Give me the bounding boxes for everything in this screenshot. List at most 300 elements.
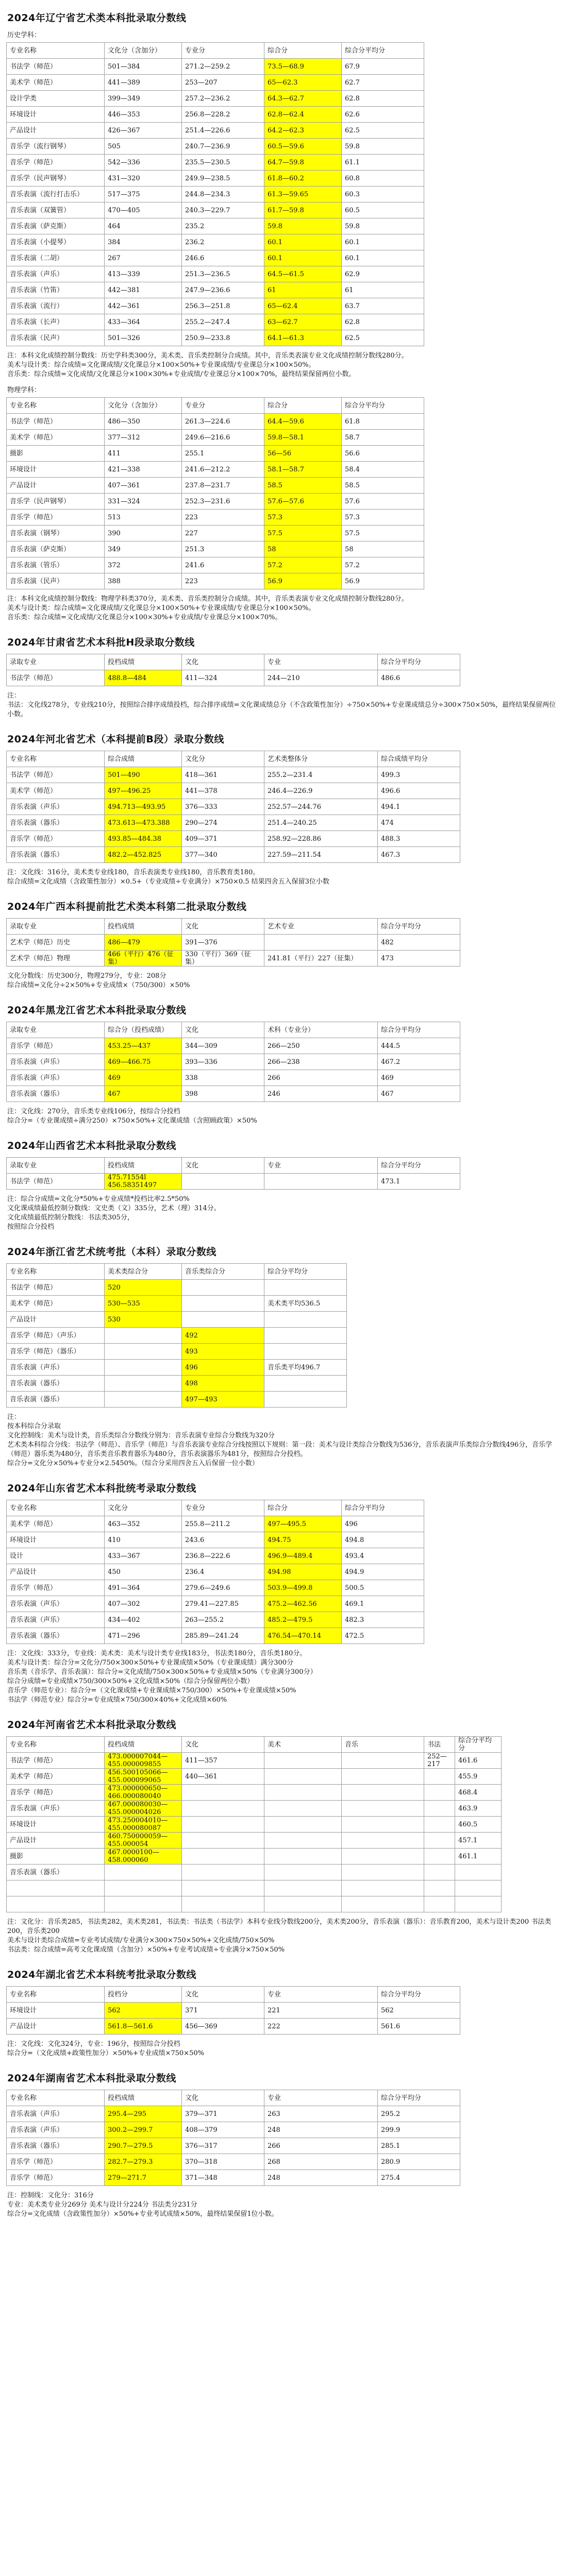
table-cell: 音乐学（师范） bbox=[7, 2170, 105, 2186]
table-cell bbox=[182, 1880, 264, 1896]
table-cell bbox=[424, 1849, 455, 1865]
table-cell: 494.98 bbox=[264, 1564, 342, 1580]
column-header: 综合分平均分 bbox=[342, 1500, 424, 1516]
table-row bbox=[7, 462, 424, 478]
table-row bbox=[7, 1785, 502, 1801]
table-header-row bbox=[7, 1500, 424, 1516]
table-cell: 467.2 bbox=[378, 1054, 460, 1070]
table-cell: 493.4 bbox=[342, 1548, 424, 1564]
table-cell: 450 bbox=[105, 1564, 182, 1580]
table-cell: 音乐表演（器乐） bbox=[7, 1392, 105, 1408]
table-row bbox=[7, 202, 424, 218]
table-cell: 257.2—236.2 bbox=[182, 91, 264, 107]
table-notes: 注：本科文化成绩控制分数线：历史学科类300分，美术类、音乐类控制分合成绩。其中，音乐类表演专业文化成绩控制分数线280分。 美术与设计类：综合成绩=文化课成绩/文化课总分×100×50%+专业课成绩/专业课总分×100×50%。 音乐类：综合成绩=文化成绩/文化课总分×100×30%+专业成绩/专业课总分×100×70%，最终结果保留两位小数。 bbox=[7, 352, 408, 378]
table-cell: 486—350 bbox=[105, 414, 182, 430]
table-row bbox=[7, 314, 424, 330]
table-cell bbox=[182, 1817, 264, 1833]
table-cell: 496 bbox=[342, 1516, 424, 1532]
table-cell: 62.6 bbox=[342, 107, 424, 123]
table-cell: 书法学（师范） bbox=[7, 1174, 105, 1190]
column-header: 综合成绩平均分 bbox=[378, 751, 460, 767]
table-cell: 407—361 bbox=[105, 478, 182, 494]
section-shandong bbox=[6, 1481, 561, 1705]
column-header: 文化 bbox=[182, 1987, 264, 2003]
table-cell: 艺术学（师范）物理 bbox=[7, 951, 105, 967]
table-cell: 411—324 bbox=[182, 670, 264, 686]
table-row bbox=[7, 298, 424, 314]
table-cell: 377—340 bbox=[182, 847, 264, 863]
table-cell: 267 bbox=[105, 250, 182, 266]
table-cell: 255.1 bbox=[182, 446, 264, 462]
table-header-row bbox=[7, 751, 460, 767]
table-cell: 音乐表演（竹笛） bbox=[7, 282, 105, 298]
table-cell: 236.8—222.6 bbox=[182, 1548, 264, 1564]
table-notes: 注：文化线：270分，音乐类专业线106分，按综合分投档 综合分=（专业课成绩÷满分250）×750×50%+文化课成绩（含照顾政策）×50% bbox=[7, 1108, 257, 1125]
table-cell: 469 bbox=[105, 1070, 182, 1086]
table-cell: 223 bbox=[182, 573, 264, 589]
table-cell: 音乐学（民声钢琴） bbox=[7, 494, 105, 510]
table-cell bbox=[342, 1896, 424, 1912]
subject-label: 物理学科： bbox=[7, 386, 41, 394]
table-row bbox=[7, 831, 460, 847]
table-cell bbox=[342, 1865, 424, 1880]
table-cell: 467.0000100—458.000060 bbox=[105, 1849, 182, 1865]
table-cell: 音乐表演（流行） bbox=[7, 298, 105, 314]
table-cell: 469 bbox=[378, 1070, 460, 1086]
table-cell: 音乐表演（声乐） bbox=[7, 266, 105, 282]
table-cell: 485.2—479.5 bbox=[264, 1612, 342, 1628]
table-cell: 音乐表演（民声） bbox=[7, 573, 105, 589]
table-cell: 467.3 bbox=[378, 847, 460, 863]
table-row bbox=[7, 1312, 347, 1328]
table-cell: 371—348 bbox=[182, 2170, 264, 2186]
table-cell: 音乐表演（声乐） bbox=[7, 2122, 105, 2138]
table-cell: 57.3 bbox=[264, 510, 342, 526]
table-cell bbox=[455, 1865, 502, 1880]
section-title: 2024年广西本科提前批艺术类本科第二批录取分数线 bbox=[7, 901, 247, 912]
table-cell: 236.4 bbox=[182, 1564, 264, 1580]
table-cell: 58.1—58.7 bbox=[264, 462, 342, 478]
column-header: 综合分（投档成绩） bbox=[105, 1022, 182, 1038]
table-cell: 379—371 bbox=[182, 2106, 264, 2122]
table-cell bbox=[264, 1880, 342, 1896]
table-row bbox=[7, 446, 424, 462]
table-cell: 摄影 bbox=[7, 1849, 105, 1865]
table-cell: 253—207 bbox=[182, 75, 264, 91]
table-cell: 475.71554l 456.58351497 bbox=[105, 1174, 182, 1190]
table-cell: 58.5 bbox=[342, 478, 424, 494]
table-cell: 441—389 bbox=[105, 75, 182, 91]
table-row bbox=[7, 1296, 347, 1312]
table-row bbox=[7, 670, 460, 686]
table-cell bbox=[105, 1360, 182, 1376]
table-cell bbox=[264, 1753, 342, 1769]
table-cell: 249.6—216.6 bbox=[182, 430, 264, 446]
table-row bbox=[7, 2138, 460, 2154]
column-header: 专业名称 bbox=[7, 1500, 105, 1516]
table-cell bbox=[342, 1801, 424, 1817]
table-cell: 设计学类 bbox=[7, 91, 105, 107]
table-cell bbox=[264, 1865, 342, 1880]
table-notes: 注： 书法：文化线278分，专业线210分，按照综合排序成绩投档，综合排序成绩=文化课成绩总分（不含政策性加分）÷750×50%+专业课成绩总分÷300×750×50%，最终结果保留两位小数。 bbox=[7, 692, 556, 718]
column-header: 专业名称 bbox=[7, 751, 105, 767]
table-cell: 环境设计 bbox=[7, 462, 105, 478]
table-cell: 美术类平均536.5 bbox=[264, 1296, 347, 1312]
column-header: 专业 bbox=[264, 1158, 378, 1174]
table-cell bbox=[342, 1785, 424, 1801]
table-cell: 环境设计 bbox=[7, 1817, 105, 1833]
table-cell: 61.7—59.8 bbox=[264, 202, 342, 218]
table-cell: 65—62.3 bbox=[264, 75, 342, 91]
table-cell: 57.5 bbox=[264, 526, 342, 541]
table-cell: 64.5—61.5 bbox=[264, 266, 342, 282]
table-cell: 音乐学（师范） bbox=[7, 155, 105, 171]
table-cell bbox=[182, 1849, 264, 1865]
table-cell: 252.57—244.76 bbox=[264, 799, 378, 815]
table-cell: 音乐学（师范） bbox=[7, 2154, 105, 2170]
table-notes: 注：文化分：音乐类285，书法类282，美术类281，书法类：书法类（书法学）本科专业线分数线200分，美术类200分，音乐表演（器乐）：音乐教育200，美术与设计类200 书法类200，音乐类200 美术与设计类综合成绩=专业考试成绩/专业满分×300×750×50%+文化成绩/750×50% 书法类：综合成绩=高考文化课成绩（含加分）×50%+专业考试成绩÷专业满分×750×50% bbox=[7, 1918, 552, 1954]
table-cell: 441—378 bbox=[182, 783, 264, 799]
table-cell: 产品设计 bbox=[7, 1833, 105, 1849]
table-cell: 音乐表演（声乐） bbox=[7, 1070, 105, 1086]
table-cell: 61.8—60.2 bbox=[264, 171, 342, 187]
section-title: 2024年河北省艺术（本科提前B段）录取分数线 bbox=[7, 734, 224, 745]
table-cell: 67.9 bbox=[342, 59, 424, 75]
table-cell: 音乐表演（声乐） bbox=[7, 2106, 105, 2122]
table-cell bbox=[264, 1833, 342, 1849]
table-cell: 426—367 bbox=[105, 123, 182, 139]
table-cell: 494.8 bbox=[342, 1532, 424, 1548]
column-header: 综合分平均分 bbox=[378, 2090, 460, 2106]
table-cell: 62.8—62.4 bbox=[264, 107, 342, 123]
table-row bbox=[7, 1801, 502, 1817]
table-row bbox=[7, 799, 460, 815]
table-cell: 474 bbox=[378, 815, 460, 831]
table-cell: 64.4—59.6 bbox=[264, 414, 342, 430]
section-heilongjiang bbox=[6, 1003, 561, 1126]
table-cell: 音乐表演（民声） bbox=[7, 330, 105, 346]
table-cell bbox=[182, 1833, 264, 1849]
table-header-row bbox=[7, 398, 424, 414]
column-header: 文化 bbox=[182, 654, 264, 670]
column-header: 综合分平均分 bbox=[342, 43, 424, 59]
table-cell: 56.9 bbox=[264, 573, 342, 589]
table-cell: 音乐表演（萨克斯） bbox=[7, 541, 105, 557]
column-header: 专业名称 bbox=[7, 43, 105, 59]
table-row bbox=[7, 107, 424, 123]
table-cell bbox=[424, 1833, 455, 1849]
table-cell: 482.2—452.825 bbox=[105, 847, 182, 863]
table-cell: 音乐学（师范） bbox=[7, 1038, 105, 1054]
column-header: 专业 bbox=[264, 654, 378, 670]
table-row bbox=[7, 123, 424, 139]
table-cell bbox=[424, 1880, 455, 1896]
table-cell: 263 bbox=[264, 2106, 378, 2122]
column-header: 音乐 bbox=[342, 1737, 424, 1753]
table-cell: 美术学（师范） bbox=[7, 783, 105, 799]
table-cell: 251.3 bbox=[182, 541, 264, 557]
column-header: 艺术类整体分 bbox=[264, 751, 378, 767]
score-table bbox=[6, 1157, 460, 1190]
column-header: 投档分 bbox=[105, 1987, 182, 2003]
table-row bbox=[7, 59, 424, 75]
table-notes: 注： 按本科综合分录取 文化控制线：美术与设计类，音乐类综合分数线分别为：音乐表演专业综合分数线为320分 艺术类本科综合分线：书法学（师范）、音乐学（师范）与音乐表演专业综合分线按照以下规则：第一段：美术与设计类综合分数线为536分，音乐表演声乐类综合分数线496分，音乐学（师范）器乐类为480分，音乐类音乐教育器乐为480分，音乐表演器乐为481分，按照综合分投档。 综合分=文化分×50%+专业分×2.5450%。（综合分采用四舍五入后保留一位小数） bbox=[7, 1413, 553, 1467]
table-cell: 255.8—211.2 bbox=[182, 1516, 264, 1532]
column-header: 综合分平均分 bbox=[342, 398, 424, 414]
table-cell bbox=[105, 1376, 182, 1392]
table-cell: 440—361 bbox=[182, 1769, 264, 1785]
table-cell: 61.3—59.65 bbox=[264, 187, 342, 202]
table-row bbox=[7, 234, 424, 250]
column-header: 文化 bbox=[182, 1737, 264, 1753]
table-cell: 57.3 bbox=[342, 510, 424, 526]
column-header: 专业分 bbox=[182, 1500, 264, 1516]
column-header: 艺术专业 bbox=[264, 919, 378, 935]
table-row bbox=[7, 2170, 460, 2186]
table-row bbox=[7, 1580, 424, 1596]
table-cell: 453.25—437 bbox=[105, 1038, 182, 1054]
table-cell bbox=[264, 1785, 342, 1801]
table-cell: 290—274 bbox=[182, 815, 264, 831]
table-cell: 书法学（师范） bbox=[7, 1280, 105, 1296]
table-cell: 471—296 bbox=[105, 1628, 182, 1644]
table-cell: 246 bbox=[264, 1086, 378, 1102]
table-cell: 音乐表演（钢琴） bbox=[7, 526, 105, 541]
table-cell: 530 bbox=[105, 1312, 182, 1328]
table-cell: 488.8—484 bbox=[105, 670, 182, 686]
table-cell: 413—339 bbox=[105, 266, 182, 282]
table-cell: 音乐表演（器乐） bbox=[7, 847, 105, 863]
table-cell: 60.1 bbox=[264, 234, 342, 250]
table-cell: 433—364 bbox=[105, 314, 182, 330]
section-henan bbox=[6, 1717, 561, 1955]
table-cell: 482.3 bbox=[342, 1612, 424, 1628]
table-cell: 音乐表演（声乐） bbox=[7, 1801, 105, 1817]
table-row bbox=[7, 1054, 460, 1070]
column-header: 投档成绩 bbox=[105, 654, 182, 670]
table-row bbox=[7, 1628, 424, 1644]
table-cell bbox=[342, 1833, 424, 1849]
table-cell: 390 bbox=[105, 526, 182, 541]
table-cell: 59.8 bbox=[264, 218, 342, 234]
table-row bbox=[7, 1896, 502, 1912]
table-cell: 407—302 bbox=[105, 1596, 182, 1612]
column-header: 音乐类综合分 bbox=[182, 1264, 264, 1280]
table-cell bbox=[182, 1896, 264, 1912]
table-cell: 美术学（师范） bbox=[7, 1516, 105, 1532]
table-cell bbox=[264, 1328, 347, 1344]
table-cell: 496 bbox=[182, 1360, 264, 1376]
table-cell: 63—62.7 bbox=[264, 314, 342, 330]
table-cell: 434—402 bbox=[105, 1612, 182, 1628]
table-cell bbox=[264, 1896, 342, 1912]
table-header-row bbox=[7, 2090, 460, 2106]
table-cell: 295.4—295 bbox=[105, 2106, 182, 2122]
column-header: 专业名称 bbox=[7, 1987, 105, 2003]
table-cell: 338 bbox=[182, 1070, 264, 1086]
score-table bbox=[6, 1500, 424, 1644]
table-cell: 环境设计 bbox=[7, 2003, 105, 2019]
table-cell: 482 bbox=[378, 935, 460, 951]
table-cell: 环境设计 bbox=[7, 1532, 105, 1548]
table-cell: 251.4—240.25 bbox=[264, 815, 378, 831]
table-cell: 250.9—233.8 bbox=[182, 330, 264, 346]
table-cell: 音乐表演（器乐） bbox=[7, 1865, 105, 1880]
table-cell bbox=[105, 1392, 182, 1408]
table-row bbox=[7, 494, 424, 510]
table-cell: 书法学（师范） bbox=[7, 1753, 105, 1769]
table-row bbox=[7, 1174, 460, 1190]
table-cell: 255.2—231.4 bbox=[264, 767, 378, 783]
table-row bbox=[7, 187, 424, 202]
table-cell: 442—381 bbox=[105, 282, 182, 298]
table-row bbox=[7, 815, 460, 831]
column-header: 专业分 bbox=[182, 43, 264, 59]
table-cell bbox=[182, 1865, 264, 1880]
table-cell bbox=[7, 1880, 105, 1896]
table-cell: 496.9—489.4 bbox=[264, 1548, 342, 1564]
section-hebei bbox=[6, 732, 561, 887]
table-cell: 290.7—279.5 bbox=[105, 2138, 182, 2154]
table-cell: 设计 bbox=[7, 1548, 105, 1564]
table-cell: 463.9 bbox=[455, 1801, 502, 1817]
table-notes: 文化分数线：历史300分，物理279分，专业：208分 综合成绩=文化分÷2×50%+专业成绩×（750/300）×50% bbox=[7, 972, 190, 989]
table-row bbox=[7, 1548, 424, 1564]
table-cell: 艺术学（师范）历史 bbox=[7, 935, 105, 951]
section-hunan bbox=[6, 2071, 561, 2219]
table-cell: 60.3 bbox=[342, 187, 424, 202]
table-cell: 57.2 bbox=[342, 557, 424, 573]
column-header: 专业 bbox=[264, 1987, 378, 2003]
column-header: 文化分 bbox=[105, 1500, 182, 1516]
table-cell: 248 bbox=[264, 2170, 378, 2186]
column-header: 综合分平均分 bbox=[378, 1158, 460, 1174]
table-row bbox=[7, 139, 424, 155]
table-notes: 注：综合分成绩=文化分*50%+专业成绩*投档比率2.5*50% 文化课成绩最低控制分数线：文史类（文）335分，艺术（理）314分。 文化成绩最低控制分数线：书法类305分， 按照综合分投档 bbox=[7, 1195, 221, 1231]
table-cell: 295.2 bbox=[378, 2106, 460, 2122]
table-row bbox=[7, 2019, 460, 2035]
table-cell: 461.1 bbox=[455, 1849, 502, 1865]
column-header: 录取专业 bbox=[7, 1158, 105, 1174]
table-cell: 222 bbox=[264, 2019, 378, 2035]
table-row bbox=[7, 1070, 460, 1086]
table-cell: 473.250004010—455.000080087 bbox=[105, 1817, 182, 1833]
table-row bbox=[7, 1880, 502, 1896]
table-cell bbox=[342, 1817, 424, 1833]
table-cell bbox=[264, 1312, 347, 1328]
table-row bbox=[7, 330, 424, 346]
table-cell: 285.89—241.24 bbox=[182, 1628, 264, 1644]
table-cell: 61.1 bbox=[342, 155, 424, 171]
table-cell: 494.75 bbox=[264, 1532, 342, 1548]
table-cell: 467 bbox=[105, 1086, 182, 1102]
table-cell bbox=[264, 1280, 347, 1296]
column-header: 文化分（含加分） bbox=[105, 398, 182, 414]
table-cell: 469—466.75 bbox=[105, 1054, 182, 1070]
table-cell: 音乐学（师范） bbox=[7, 1580, 105, 1596]
table-cell bbox=[342, 1769, 424, 1785]
column-header: 文化分（含加分） bbox=[105, 43, 182, 59]
table-row bbox=[7, 2154, 460, 2170]
table-cell: 60.8 bbox=[342, 171, 424, 187]
table-cell bbox=[105, 1344, 182, 1360]
table-cell: 500.5 bbox=[342, 1580, 424, 1596]
column-header: 文化 bbox=[182, 2090, 264, 2106]
column-header: 综合分 bbox=[264, 398, 342, 414]
table-cell: 251.4—226.6 bbox=[182, 123, 264, 139]
score-table bbox=[6, 1986, 460, 2035]
table-cell: 457.1 bbox=[455, 1833, 502, 1849]
table-cell: 377—312 bbox=[105, 430, 182, 446]
table-cell: 音乐表演（双簧管） bbox=[7, 202, 105, 218]
table-cell: 467.000080030—455.000004026 bbox=[105, 1801, 182, 1817]
table-cell: 501—384 bbox=[105, 59, 182, 75]
table-row bbox=[7, 75, 424, 91]
table-cell bbox=[264, 1376, 347, 1392]
table-cell: 64.1—61.3 bbox=[264, 330, 342, 346]
table-cell: 491—364 bbox=[105, 1580, 182, 1596]
table-cell: 美术学（师范） bbox=[7, 430, 105, 446]
table-row bbox=[7, 1344, 347, 1360]
table-cell: 505 bbox=[105, 139, 182, 155]
table-cell: 372 bbox=[105, 557, 182, 573]
table-cell: 431—320 bbox=[105, 171, 182, 187]
table-cell: 247.9—236.6 bbox=[182, 282, 264, 298]
table-cell: 494.713—493.95 bbox=[105, 799, 182, 815]
table-row bbox=[7, 1564, 424, 1580]
table-cell: 59.8—58.1 bbox=[264, 430, 342, 446]
score-table bbox=[6, 751, 460, 863]
column-header: 术科（专业分） bbox=[264, 1022, 378, 1038]
table-cell: 252.3—231.6 bbox=[182, 494, 264, 510]
table-header-row bbox=[7, 1737, 502, 1753]
table-cell: 266 bbox=[264, 2138, 378, 2154]
table-cell: 240.7—236.9 bbox=[182, 139, 264, 155]
section-title: 2024年河南省艺术本科批录取分数线 bbox=[7, 1719, 176, 1731]
table-cell: 460.750000059—455.000054 bbox=[105, 1833, 182, 1849]
table-cell: 241.6 bbox=[182, 557, 264, 573]
table-cell: 60.5 bbox=[342, 202, 424, 218]
table-cell: 562 bbox=[105, 2003, 182, 2019]
table-cell: 音乐学（师范）（声乐） bbox=[7, 1328, 105, 1344]
section-title: 2024年湖南省艺术本科批录取分数线 bbox=[7, 2073, 176, 2084]
table-cell: 456—369 bbox=[182, 2019, 264, 2035]
table-cell bbox=[105, 1880, 182, 1896]
table-cell: 271.2—259.2 bbox=[182, 59, 264, 75]
score-table bbox=[6, 918, 460, 967]
table-cell bbox=[424, 1865, 455, 1880]
table-row bbox=[7, 2106, 460, 2122]
table-cell: 497—495.5 bbox=[264, 1516, 342, 1532]
table-cell: 音乐表演（萨克斯） bbox=[7, 218, 105, 234]
table-cell: 466（平行）476（征集） bbox=[105, 951, 182, 967]
table-header-row bbox=[7, 919, 460, 935]
table-row bbox=[7, 1376, 347, 1392]
table-cell: 236.2 bbox=[182, 234, 264, 250]
table-cell bbox=[7, 1896, 105, 1912]
table-cell: 62.9 bbox=[342, 266, 424, 282]
table-cell: 513 bbox=[105, 510, 182, 526]
table-row bbox=[7, 1280, 347, 1296]
table-row bbox=[7, 847, 460, 863]
table-cell: 248 bbox=[264, 2122, 378, 2138]
subject-label: 历史学科： bbox=[7, 31, 41, 39]
table-cell: 57.5 bbox=[342, 526, 424, 541]
table-row bbox=[7, 1817, 502, 1833]
column-header: 专业名称 bbox=[7, 398, 105, 414]
table-cell: 产品设计 bbox=[7, 1312, 105, 1328]
table-cell: 460.5 bbox=[455, 1817, 502, 1833]
